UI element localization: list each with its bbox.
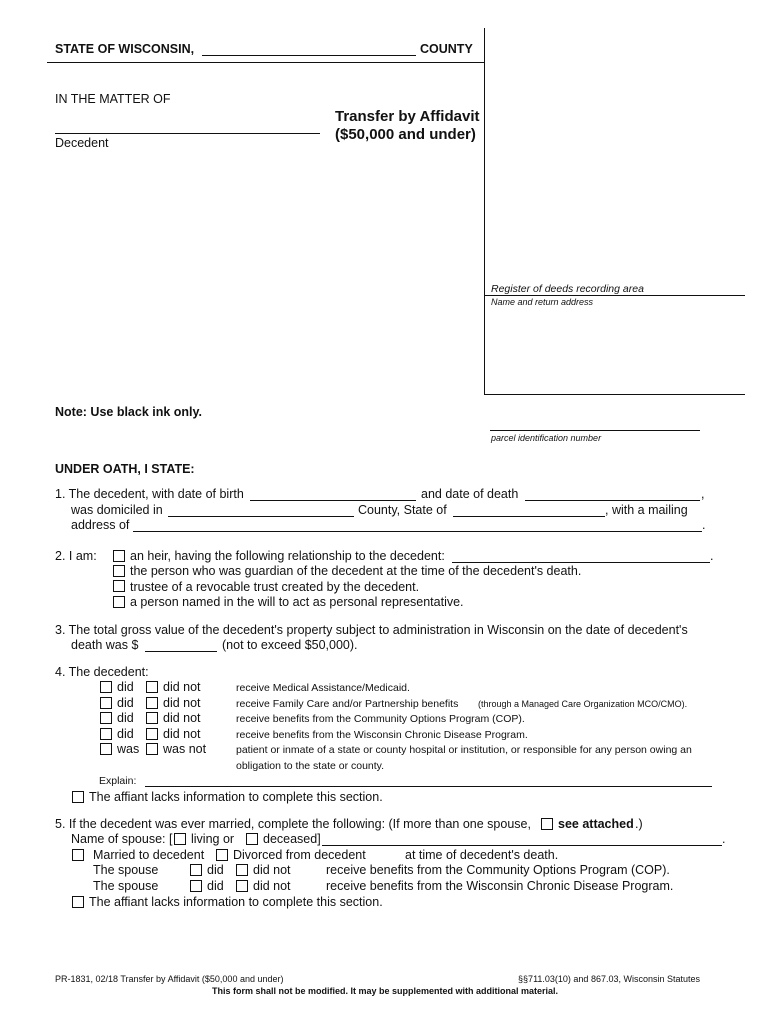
s4-r1-b-label: did not — [163, 680, 201, 694]
spouse-chronic-didnot-checkbox[interactable] — [236, 880, 248, 892]
guardian-checkbox[interactable] — [113, 565, 125, 577]
s4-r5-b-label: was not — [163, 742, 207, 756]
header-rule — [47, 62, 484, 63]
date-of-birth-field[interactable] — [250, 500, 416, 501]
s4-r3-b-label: did not — [163, 711, 201, 725]
date-of-death-field[interactable] — [525, 500, 700, 501]
s2-lead: 2. I am: — [55, 549, 97, 563]
s4-r2-a-label: did — [117, 696, 134, 710]
s5-lacks-info-checkbox[interactable] — [72, 896, 84, 908]
state-label: STATE OF WISCONSIN, — [55, 42, 195, 56]
guardian-label: the person who was guardian of the decedent at the time of the decedent's death. — [130, 564, 582, 578]
explain-field[interactable] — [145, 786, 712, 787]
spouse-chronic-didnot-label: did not — [253, 879, 291, 893]
s4-lacks-info-checkbox[interactable] — [72, 791, 84, 803]
s4-r4-text: receive benefits from the Wisconsin Chronic Disease Program. — [236, 729, 528, 741]
form-title-line1: Transfer by Affidavit — [335, 108, 480, 125]
s1-domiciled-label: was domiciled in — [71, 503, 163, 517]
note-black-ink: Note: Use black ink only. — [55, 405, 203, 419]
s4-r1-b-checkbox[interactable] — [146, 681, 158, 693]
spouse-chronic-text: receive benefits from the Wisconsin Chronic Disease Program. — [326, 879, 674, 893]
s4-r5-text: patient or inmate of a state or county hospital or institution, or responsible for any person owing an — [236, 744, 692, 756]
parcel-number-field[interactable] — [490, 430, 700, 431]
deceased-label: deceased] — [263, 832, 321, 846]
s4-lacks-info-label: The affiant lacks information to complete this section. — [89, 790, 383, 804]
mailing-address-field[interactable] — [133, 531, 702, 532]
s1-period: . — [702, 518, 706, 532]
county-name-field[interactable] — [202, 55, 416, 56]
statutes: §§711.03(10) and 867.03, Wisconsin Statutes — [518, 974, 700, 984]
s1-mailing-label: , with a mailing — [605, 503, 688, 517]
domicile-county-field[interactable] — [168, 516, 354, 517]
at-time-label: at time of decedent's death. — [405, 848, 559, 862]
s4-r4-a-label: did — [117, 727, 134, 741]
under-oath-heading: UNDER OATH, I STATE: — [55, 462, 195, 476]
spouse-chronic-did-label: did — [207, 879, 224, 893]
personal-rep-checkbox[interactable] — [113, 596, 125, 608]
s4-r5-b-checkbox[interactable] — [146, 743, 158, 755]
form-id: PR-1831, 02/18 Transfer by Affidavit ($50,000 and under) — [55, 974, 284, 984]
domicile-state-field[interactable] — [453, 516, 605, 517]
s3-limit-label: (not to exceed $50,000). — [222, 638, 358, 652]
spouse-name-label: Name of spouse: [ — [71, 832, 173, 846]
s1-birth-label: 1. The decedent, with date of birth — [55, 487, 244, 501]
s4-r2-a-checkbox[interactable] — [100, 697, 112, 709]
s1-state-label: County, State of — [358, 503, 447, 517]
parcel-number-label: parcel identification number — [491, 433, 602, 443]
recording-area-label: Register of deeds recording area — [491, 283, 644, 295]
spouse-name-period: . — [722, 832, 726, 846]
s3-line1: 3. The total gross value of the decedent's property subject to administration in Wisconsin on the date of decedent's — [55, 623, 688, 637]
s5-line1: 5. If the decedent was ever married, complete the following: (If more than one spouse, — [55, 817, 531, 831]
divorced-checkbox[interactable] — [216, 849, 228, 861]
s4-r4-b-label: did not — [163, 727, 201, 741]
modification-notice: This form shall not be modified. It may be supplemented with additional material. — [211, 986, 559, 996]
s4-r2-b-label: did not — [163, 696, 201, 710]
spouse-cop-did-checkbox[interactable] — [190, 864, 202, 876]
spouse-cop-didnot-label: did not — [253, 863, 291, 877]
s4-r5-a-label: was — [117, 742, 140, 756]
decedent-label: Decedent — [55, 136, 109, 150]
living-checkbox[interactable] — [174, 833, 186, 845]
s4-lead: 4. The decedent: — [55, 665, 149, 679]
s4-r1-text: receive Medical Assistance/Medicaid. — [236, 682, 410, 694]
in-matter-label: IN THE MATTER OF — [55, 92, 171, 106]
personal-rep-label: a person named in the will to act as personal representative. — [130, 595, 464, 609]
s4-r2-small: (through a Managed Care Organization MCO/CMO). — [478, 699, 688, 709]
s1-death-label: and date of death — [421, 487, 519, 501]
spouse-cop-did-label: did — [207, 863, 224, 877]
s5-line1-end: .) — [635, 817, 643, 831]
s4-r2-b-checkbox[interactable] — [146, 697, 158, 709]
heir-checkbox[interactable] — [113, 550, 125, 562]
s4-r2-text: receive Family Care and/or Partnership benefits — [236, 698, 459, 710]
header-divider-vertical — [484, 28, 485, 394]
heir-label: an heir, having the following relationship to the decedent: — [130, 549, 445, 563]
spouse-chronic-label: The spouse — [93, 879, 159, 893]
county-label: COUNTY — [420, 42, 473, 56]
s4-r3-a-checkbox[interactable] — [100, 712, 112, 724]
s4-r5-a-checkbox[interactable] — [100, 743, 112, 755]
heir-period: . — [710, 549, 714, 563]
s5-lacks-info-label: The affiant lacks information to complete this section. — [89, 895, 383, 909]
s1-address-label: address of — [71, 518, 130, 532]
relationship-field[interactable] — [452, 562, 710, 563]
married-checkbox[interactable] — [72, 849, 84, 861]
married-label: Married to decedent — [93, 848, 205, 862]
see-attached-label: see attached — [558, 817, 634, 831]
spouse-cop-text: receive benefits from the Community Options Program (COP). — [326, 863, 670, 877]
s4-r1-a-checkbox[interactable] — [100, 681, 112, 693]
s4-r4-b-checkbox[interactable] — [146, 728, 158, 740]
decedent-name-field[interactable] — [55, 133, 320, 134]
s4-r5-cont: obligation to the state or county. — [236, 760, 385, 772]
gross-value-field[interactable] — [145, 651, 217, 652]
see-attached-checkbox[interactable] — [541, 818, 553, 830]
spouse-cop-label: The spouse — [93, 863, 159, 877]
spouse-chronic-did-checkbox[interactable] — [190, 880, 202, 892]
s4-r3-a-label: did — [117, 711, 134, 725]
spouse-name-field[interactable] — [322, 845, 722, 846]
deceased-checkbox[interactable] — [246, 833, 258, 845]
s4-r3-b-checkbox[interactable] — [146, 712, 158, 724]
s4-r3-text: receive benefits from the Community Options Program (COP). — [236, 713, 525, 725]
explain-label: Explain: — [99, 775, 137, 787]
trustee-checkbox[interactable] — [113, 580, 125, 592]
return-address-label: Name and return address — [491, 297, 594, 307]
divorced-label: Divorced from decedent — [233, 848, 366, 862]
spouse-cop-didnot-checkbox[interactable] — [236, 864, 248, 876]
s4-r1-a-label: did — [117, 680, 134, 694]
s4-r4-a-checkbox[interactable] — [100, 728, 112, 740]
s3-death-value-label: death was $ — [71, 638, 139, 652]
form-title-line2: ($50,000 and under) — [335, 126, 476, 143]
recording-area-bottom-rule — [484, 394, 745, 395]
s1-comma: , — [701, 487, 705, 501]
living-label: living or — [191, 832, 235, 846]
trustee-label: trustee of a revocable trust created by the decedent. — [130, 580, 420, 594]
